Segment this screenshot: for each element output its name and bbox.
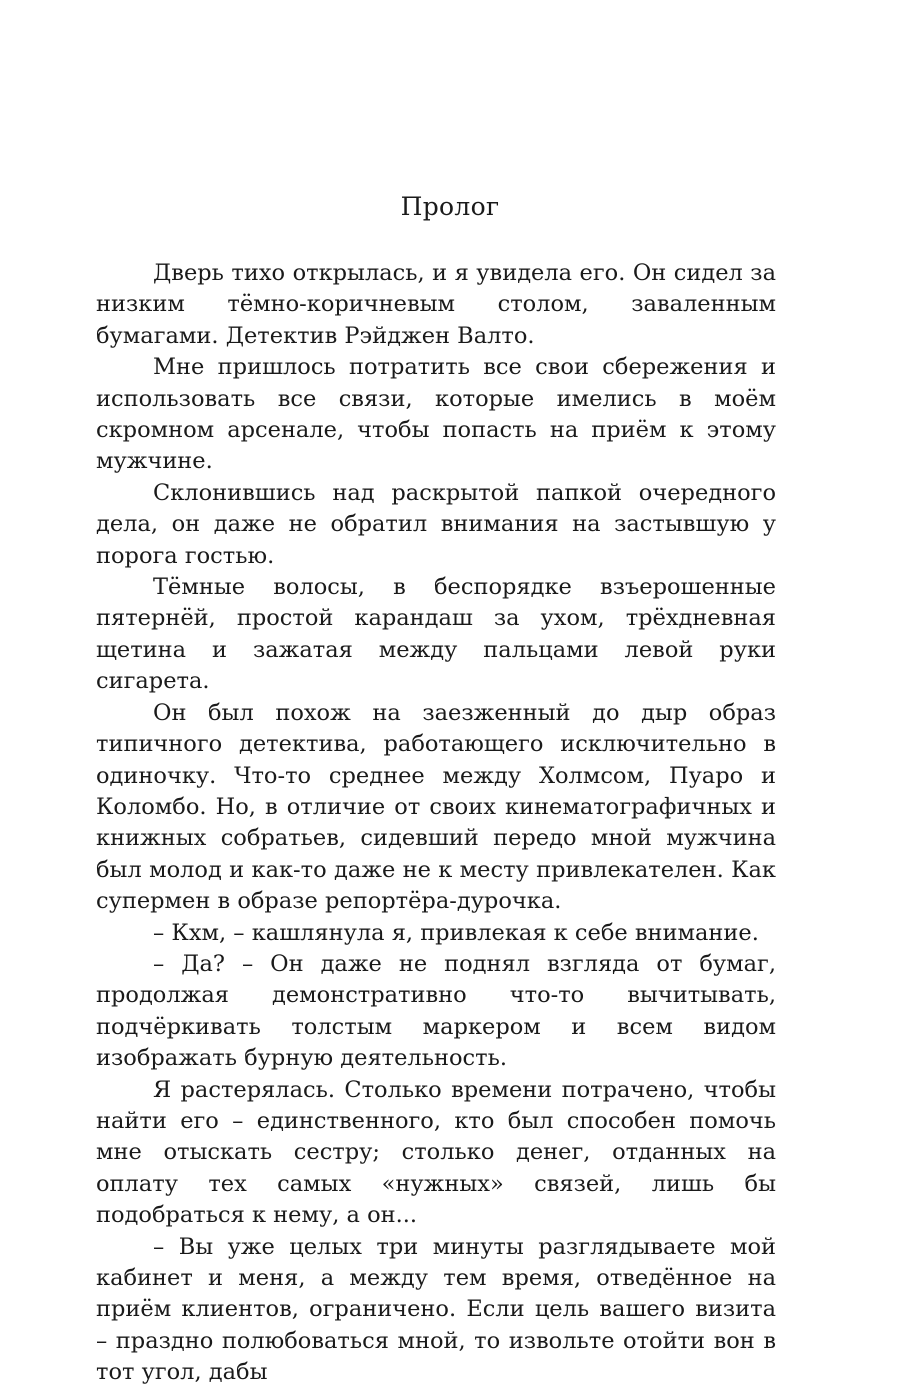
paragraph: Склонившись над раскрытой папкой очередного дела, он даже не обратил внимания на застывшую у порога гостью. [96,479,776,569]
paragraph: Тёмные волосы, в беспорядке взъерошенные пятернёй, простой карандаш за ухом, трёхдневная щетина и зажатая между пальцами левой руки сигарета. [96,574,776,695]
paragraph: – Да? – Он даже не поднял взгляда от бумаг, продолжая демонстративно что-то вычитывать, подчёркивать толстым маркером и всем видом изображать бурную деятельность. [96,950,776,1072]
paragraph: Мне пришлось потратить все свои сбережения и использовать все связи, которые имелись в моём скромном арсенале, чтобы попасть на приём к этому мужчине. [96,354,776,475]
paragraph: Он был похож на заезженный до дыр образ типичного детектива, работающего исключительно в одиночку. Что-то среднее между Холмсом, Пуаро и Коломбо. Но, в отличие от своих кинематографичных и книжных собратьев, сидевший передо мной мужчина был молод и как-то даже не к месту привлекателен. Как супермен в образе репортёра-дурочка. [96,699,776,915]
paragraph: – Кхм, – кашлянула я, привлекая к себе внимание. [153,919,759,946]
paragraph: Я растерялась. Столько времени потрачено, чтобы найти его – единственного, кто был способен помочь мне отыскать сестру; столько денег, отданных на оплату тех самых «нужных» связей, лишь бы подобраться к нему, а он... [96,1076,776,1229]
body-text [96,258,776,1389]
chapter-title: Пролог [400,192,500,221]
paragraph: Дверь тихо открылась, и я увидела его. Он сидел за низким тёмно-коричневым столом, заваленным бумагами. Детектив Рэйджен Валто. [96,260,776,349]
paragraph: – Вы уже целых три минуты разглядываете мой кабинет и меня, а между тем время, отведённое на приём клиентов, ограничено. Если цель вашего визита – праздно полюбоваться мной, то извольте отойти вон в тот угол, дабы [96,1233,776,1386]
